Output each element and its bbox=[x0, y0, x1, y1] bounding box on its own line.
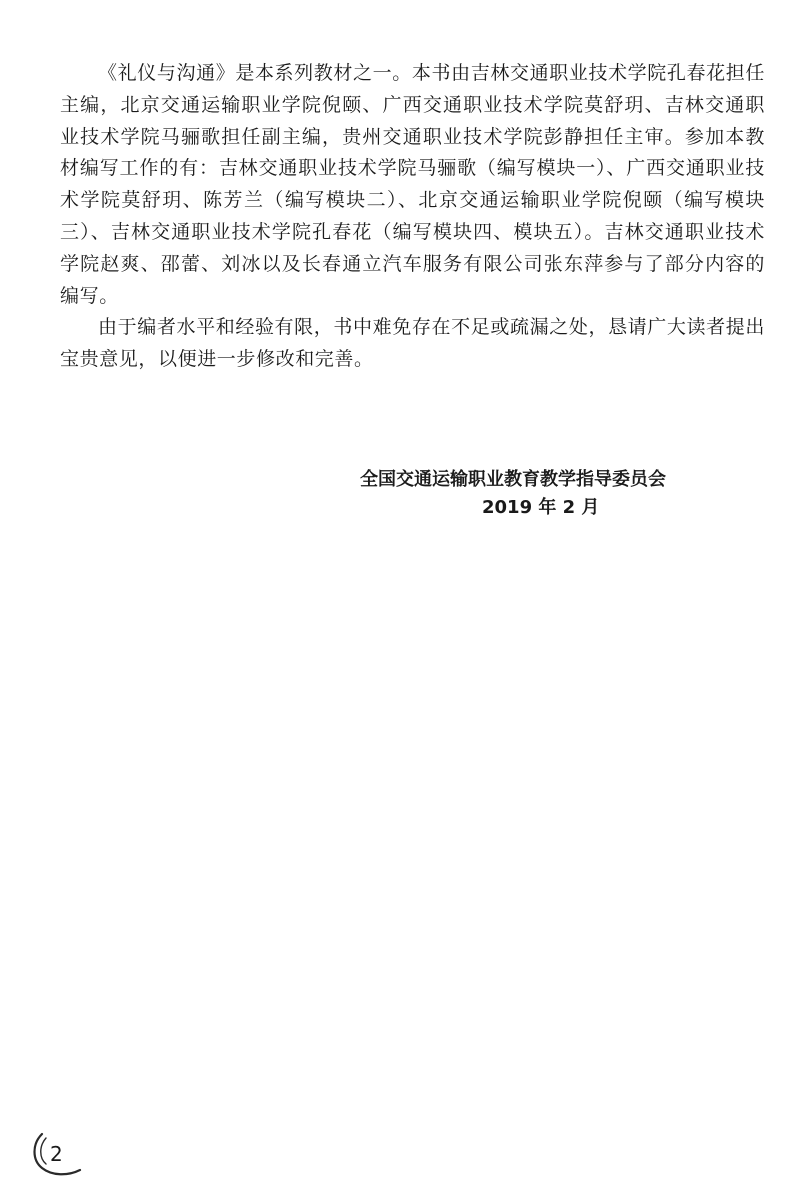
signature-organization: 全国交通运输职业教育教学指导委员会 bbox=[360, 469, 666, 490]
preface-paragraph-1: 《礼仪与沟通》是本系列教材之一。本书由吉林交通职业技术学院孔春花担任主编，北京交通运输职业学院倪颐、广西交通职业技术学院莫舒玥、吉林交通职业技术学院马骊歌担任副主编，贵州交通职业技术学院彭静担任主审。参加本教材编写工作的有：吉林交通职业技术学院马骊歌（编写模块一）、广西交通职业技术学院莫舒玥、陈芳兰（编写模块二）、北京交通运输职业学院倪颐（编写模块三）、吉林交通职业技术学院孔春花（编写模块四、模块五）。吉林交通职业技术学院赵爽、邵蕾、刘冰以及长春通立汽车服务有限公司张东萍参与了部分内容的编写。 bbox=[60, 62, 765, 307]
preface-body bbox=[60, 58, 765, 376]
preface-paragraph-2: 由于编者水平和经验有限，书中难免存在不足或疏漏之处，恳请广大读者提出宝贵意见，以便进一步修改和完善。 bbox=[60, 316, 765, 371]
preface-signature bbox=[360, 466, 720, 522]
signature-date: 2019 年 2 月 bbox=[482, 497, 600, 518]
page-number: 2 bbox=[50, 1142, 63, 1166]
page-footer bbox=[28, 1130, 88, 1180]
